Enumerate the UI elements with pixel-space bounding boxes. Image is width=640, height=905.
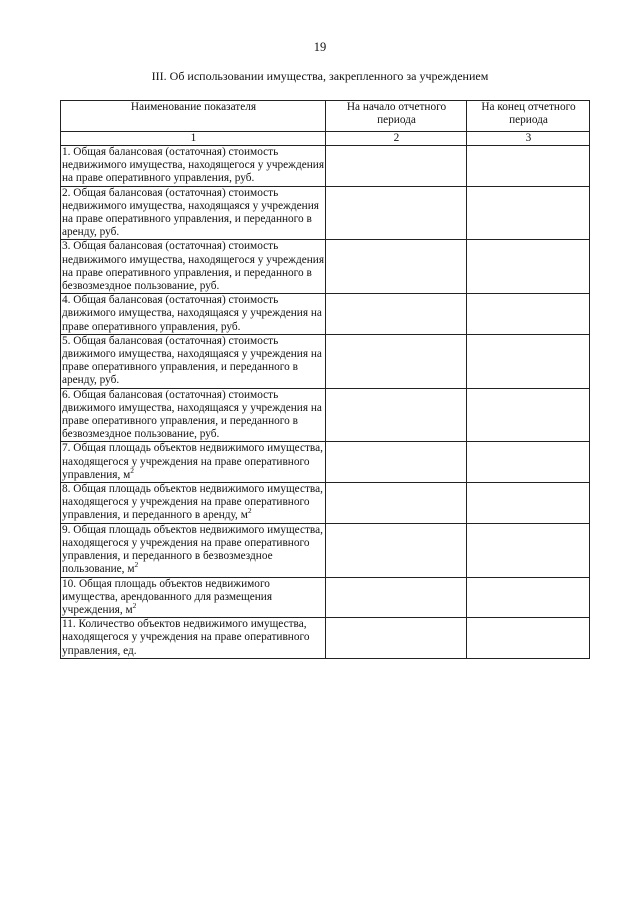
column-number-3: 3 [467, 132, 590, 146]
indicator-name-cell [61, 146, 326, 187]
table-header-row [61, 101, 590, 132]
period-end-value [467, 577, 590, 618]
period-start-value [326, 334, 467, 388]
page-number: 19 [313, 40, 327, 54]
indicator-name: 6. Общая балансовая (остаточная) стоимость движимого имущества, находящаяся у учреждения на праве оперативного управления, и переданного в безвозмездное пользование, руб. [62, 388, 322, 441]
indicator-name-cell [61, 618, 326, 659]
indicator-name: 2. Общая балансовая (остаточная) стоимость недвижимого имущества, находящаяся у учреждения на праве оперативного управления, и переданного в аренду, руб. [62, 186, 319, 239]
indicator-name-cell [61, 442, 326, 483]
period-start-value [326, 483, 467, 524]
indicator-name: 11. Количество объектов недвижимого имущества, находящегося у учреждения на праве оперативного управления, ед. [62, 618, 310, 657]
table-row [61, 146, 590, 187]
table-row [61, 618, 590, 659]
period-end-value [467, 334, 590, 388]
indicator-name-cell [61, 186, 326, 240]
table-row [61, 240, 590, 294]
period-start-value [326, 294, 467, 335]
header-period-start: На начало отчетного периода [326, 101, 467, 132]
column-number-row [61, 132, 590, 146]
period-end-value [467, 186, 590, 240]
period-end-value [467, 618, 590, 659]
table-row [61, 388, 590, 442]
period-start-value [326, 577, 467, 618]
indicator-name: 5. Общая балансовая (остаточная) стоимость движимого имущества, находящаяся у учреждения на праве оперативного управления, и переданного в аренду, руб. [62, 334, 322, 387]
unit-superscript: 2 [247, 506, 252, 516]
indicator-name: 1. Общая балансовая (остаточная) стоимость недвижимого имущества, находящегося у учреждения на праве оперативного управления, руб. [62, 146, 325, 185]
indicator-name-cell [61, 577, 326, 618]
indicator-name: 8. Общая площадь объектов недвижимого имущества, находящегося у учреждения на праве оперативного управления, и переданного в аренду, м [62, 483, 323, 522]
period-end-value [467, 442, 590, 483]
table-row [61, 334, 590, 388]
indicator-name-cell [61, 483, 326, 524]
period-start-value [326, 523, 467, 577]
period-end-value [467, 146, 590, 187]
unit-superscript: 2 [130, 466, 135, 476]
period-start-value [326, 186, 467, 240]
property-usage-table [60, 100, 590, 659]
period-start-value [326, 442, 467, 483]
indicator-name-cell [61, 388, 326, 442]
indicator-name: 4. Общая балансовая (остаточная) стоимость движимого имущества, находящаяся у учреждения на праве оперативного управления, руб. [62, 294, 322, 333]
indicator-name: 9. Общая площадь объектов недвижимого имущества, находящегося у учреждения на праве оперативного управления, и переданного в безвозмездное пользование, м [62, 523, 323, 576]
indicator-name: 7. Общая площадь объектов недвижимого имущества, находящегося у учреждения на праве оперативного управления, м [62, 442, 323, 481]
indicator-name-cell [61, 294, 326, 335]
period-end-value [467, 523, 590, 577]
table-row [61, 294, 590, 335]
indicator-name-cell [61, 240, 326, 294]
indicator-name-cell [61, 334, 326, 388]
unit-superscript: 2 [132, 601, 137, 611]
section-title: III. Об использовании имущества, закрепленного за учреждением [151, 69, 489, 83]
column-number-2: 2 [326, 132, 467, 146]
period-end-value [467, 388, 590, 442]
column-number-1: 1 [61, 132, 326, 146]
period-end-value [467, 483, 590, 524]
period-start-value [326, 618, 467, 659]
indicator-name-cell [61, 523, 326, 577]
table-row [61, 186, 590, 240]
period-start-value [326, 146, 467, 187]
header-period-end: На конец отчетного периода [467, 101, 590, 132]
unit-superscript: 2 [134, 560, 139, 570]
table-row [61, 523, 590, 577]
table-row [61, 577, 590, 618]
header-indicator-name: Наименование показателя [61, 101, 326, 132]
period-end-value [467, 294, 590, 335]
table-row [61, 442, 590, 483]
period-start-value [326, 388, 467, 442]
period-end-value [467, 240, 590, 294]
table-row [61, 483, 590, 524]
indicator-name: 10. Общая площадь объектов недвижимого имущества, арендованного для размещения учреждения, м [62, 577, 273, 616]
indicator-name: 3. Общая балансовая (остаточная) стоимость недвижимого имущества, находящегося у учреждения на праве оперативного управления, и переданного в безвозмездное пользование, руб. [62, 240, 325, 293]
period-start-value [326, 240, 467, 294]
